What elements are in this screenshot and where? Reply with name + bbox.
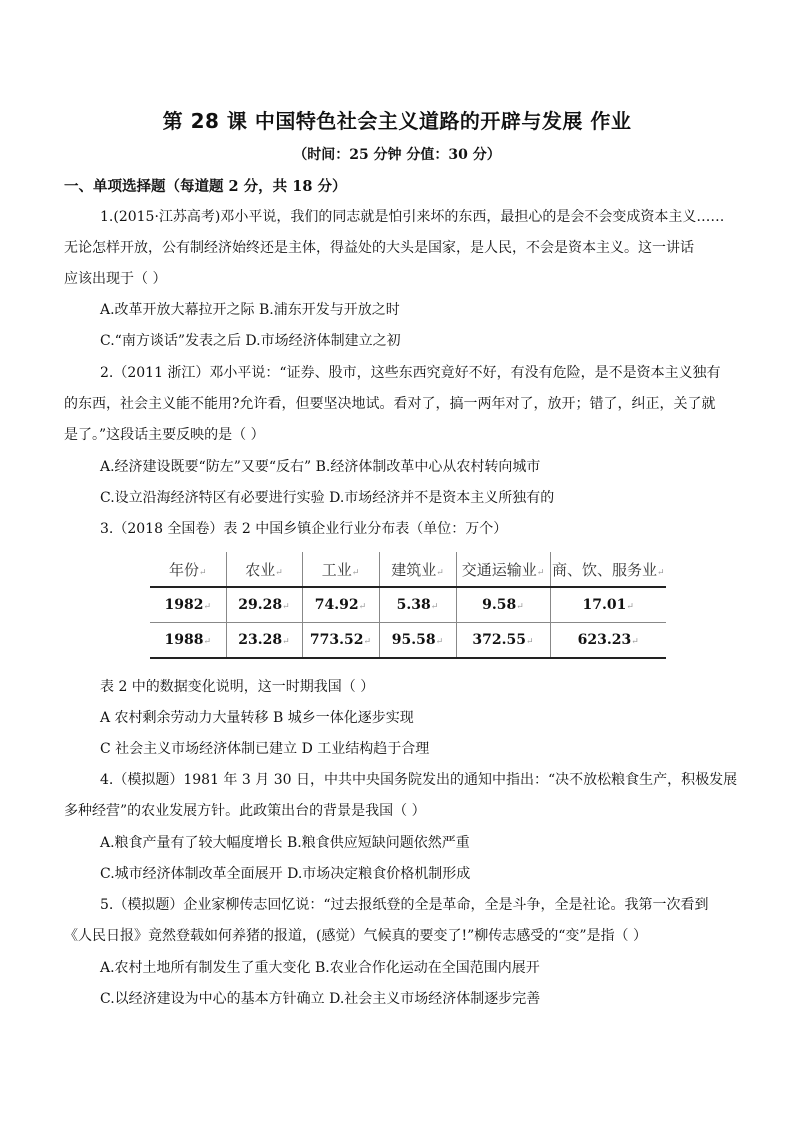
table-cell: 95.58↵: [379, 623, 456, 659]
section-heading: 一、单项选择题（每道题 2 分，共 18 分）: [64, 178, 347, 195]
table-cell: 9.58↵: [456, 587, 550, 623]
q2-stem-line1: 2.（2011 浙江）邓小平说：“证券、股市，这些东西究竟好不好，有没有危险，是不是资本主义独有: [100, 365, 721, 381]
table-cell: 623.23↵: [550, 623, 666, 659]
q5-stem-line2: 《人民日报》竟然登载如何养猪的报道，(感觉）气候真的要变了!”柳传志感受的“变”是指（ ）: [64, 928, 648, 944]
q1-options-cd: C.“南方谈话”发表之后 D.市场经济体制建立之初: [100, 333, 401, 349]
table-header-cell: 工业↵: [302, 552, 379, 587]
q1-stem-line2: 无论怎样开放，公有制经济始终还是主体，得益处的大头是国家，是人民，不会是资本主义。这一讲话: [64, 240, 694, 256]
table-row: [150, 623, 666, 659]
table-header-cell: 交通运输业↵: [456, 552, 550, 587]
q1-stem-line3: 应该出现于（ ）: [64, 271, 167, 287]
table-cell: 74.92↵: [302, 587, 379, 623]
table-cell: 5.38↵: [379, 587, 456, 623]
q4-stem-line2: 多种经营”的农业发展方针。此政策出台的背景是我国（ ）: [64, 803, 426, 819]
table-cell: 17.01↵: [550, 587, 666, 623]
page-subtitle: （时间：25 分钟 分值：30 分）: [293, 147, 501, 163]
q4-options-cd: C.城市经济体制改革全面展开 D.市场决定粮食价格机制形成: [100, 866, 471, 882]
table-header-cell: 建筑业↵: [379, 552, 456, 587]
table-header-cell: 农业↵: [226, 552, 302, 587]
q3-stem-line1: 3.（2018 全国卷）表 2 中国乡镇企业行业分布表（单位：万个）: [100, 521, 508, 537]
q2-options-ab: A.经济建设既要“防左”又要“反右” B.经济体制改革中心从农村转向城市: [100, 459, 541, 475]
q2-stem-line2: 的东西，社会主义能不能用?允许看，但要坚决地试。看对了，搞一两年对了，放开；错了，纠正，关了就: [64, 396, 716, 412]
table-header-row: [150, 552, 666, 587]
q2-stem-line3: 是了。”这段话主要反映的是（ ）: [64, 427, 265, 443]
q5-stem-line1: 5.（模拟题）企业家柳传志回忆说：“过去报纸登的全是革命，全是斗争，全是社论。我第一次看到: [100, 897, 709, 913]
table-cell: 23.28↵: [226, 623, 302, 659]
q5-options-cd: C.以经济建设为中心的基本方针确立 D.社会主义市场经济体制逐步完善: [100, 991, 541, 1007]
table-cell: 29.28↵: [226, 587, 302, 623]
q1-options-ab: A.改革开放大幕拉开之际 B.浦东开发与开放之时: [100, 302, 400, 318]
q3-options-cd: C 社会主义市场经济体制已建立 D 工业结构趋于合理: [100, 741, 430, 757]
table-header-cell: 商、饮、服务业↵: [550, 552, 666, 587]
q3-stem-line2: 表 2 中的数据变化说明，这一时期我国（ ）: [100, 679, 375, 695]
q4-stem-line1: 4.（模拟题）1981 年 3 月 30 日，中共中央国务院发出的通知中指出：“决不放松粮食生产，积极发展: [100, 772, 738, 788]
page-title: 第 28 课 中国特色社会主义道路的开辟与发展 作业: [162, 109, 632, 133]
table-cell: 1988↵: [150, 623, 226, 659]
q3-options-ab: A 农村剩余劳动力大量转移 B 城乡一体化逐步实现: [100, 710, 414, 726]
q1-stem-line1: 1.(2015·江苏高考)邓小平说，我们的同志就是怕引来坏的东西，最担心的是会不会变成资本主义……: [100, 209, 725, 225]
q4-options-ab: A.粮食产量有了较大幅度增长 B.粮食供应短缺问题依然严重: [100, 835, 470, 851]
table-cell: 773.52↵: [302, 623, 379, 659]
q2-options-cd: C.设立沿海经济特区有必要进行实验 D.市场经济并不是资本主义所独有的: [100, 490, 555, 506]
table-header-cell: 年份↵: [150, 552, 226, 587]
data-table: [150, 552, 666, 659]
table-cell: 372.55↵: [456, 623, 550, 659]
table-row: [150, 587, 666, 623]
q5-options-ab: A.农村土地所有制发生了重大变化 B.农业合作化运动在全国范围内展开: [100, 960, 540, 976]
table-cell: 1982↵: [150, 587, 226, 623]
